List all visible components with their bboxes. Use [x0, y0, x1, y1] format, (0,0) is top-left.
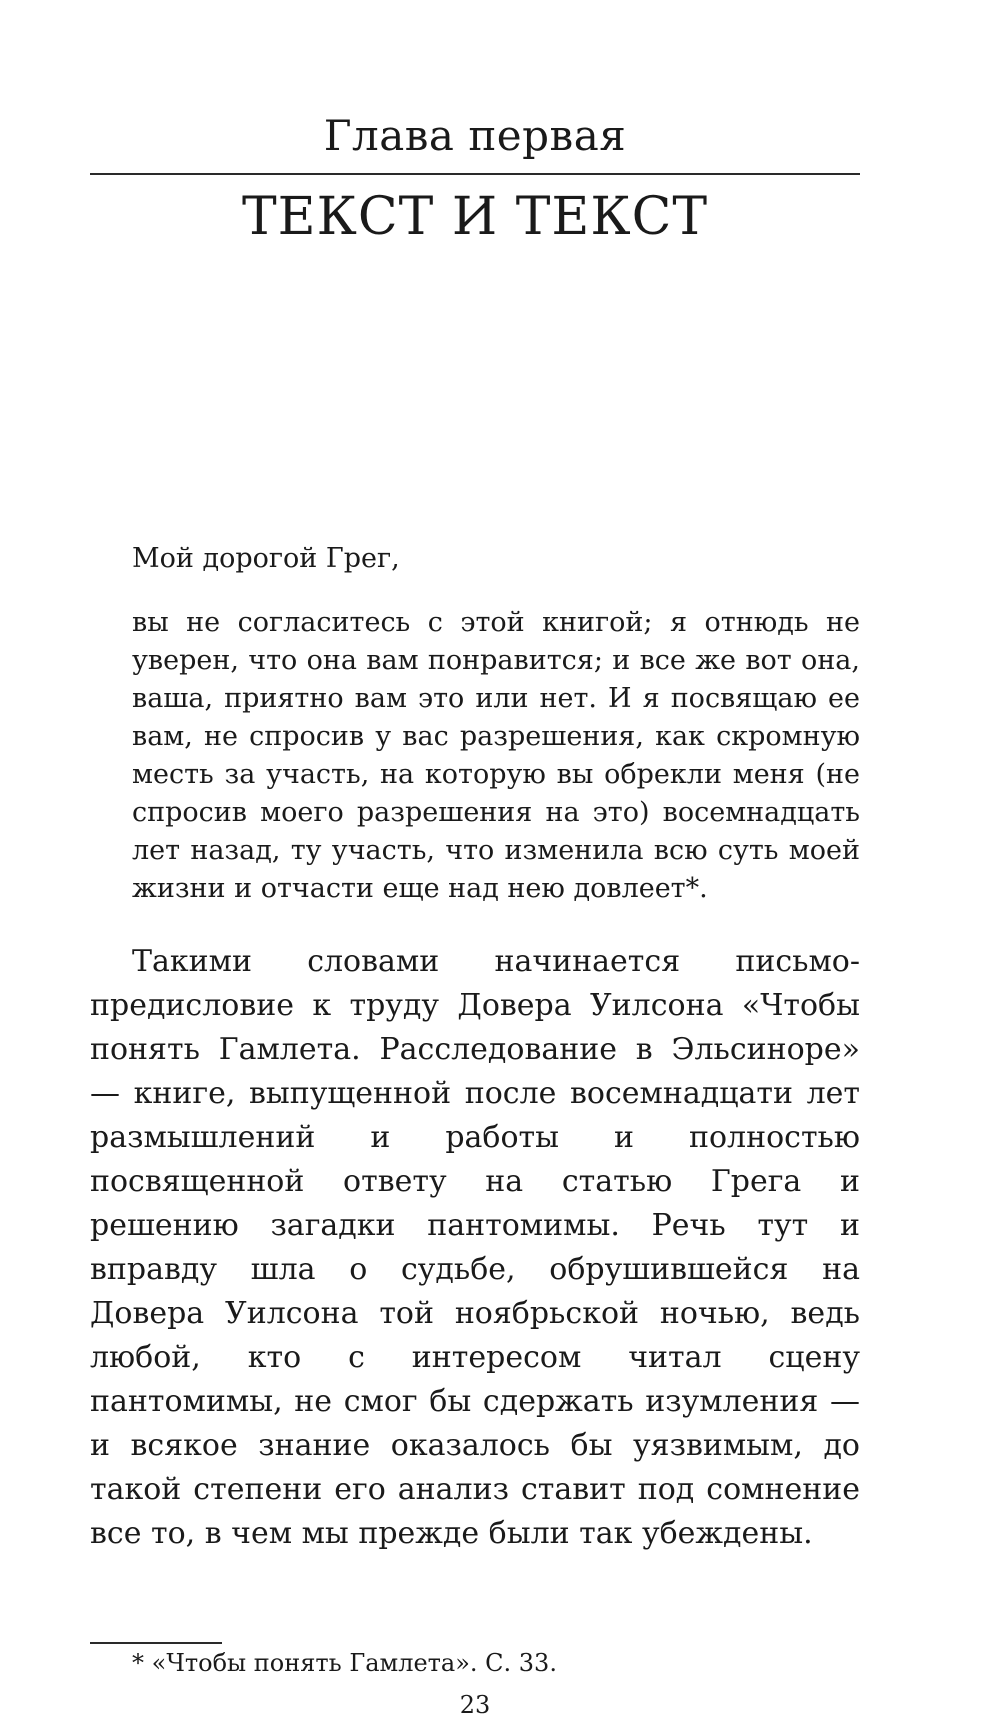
- body-paragraph: Такими словами начинается письмо-предисловие к труду Довера Уилсона «Чтобы понять Гамлета. Расследование в Эльсиноре» — книге, выпущенной после восемнадцати лет размышлений и работы и полностью посвященной ответу на статью Грега и решению загадки пантомимы. Речь тут и вправду шла о судьбе, обрушившейся на Довера Уилсона той ноябрьской ночью, ведь любой, кто с интересом читал сцену пантомимы, не смог бы сдержать изумления — и всякое знание оказалось бы уязвимым, до такой степени его анализ ставит под сомнение все то, в чем мы прежде были так убеждены.: [90, 944, 860, 1551]
- epigraph-letter: [132, 540, 860, 908]
- page-number: 23: [459, 1691, 491, 1719]
- chapter-label: Глава первая: [323, 111, 627, 160]
- chapter-divider: [90, 173, 860, 175]
- footnote: * «Чтобы понять Гамлета». С. 33.: [132, 1649, 557, 1677]
- letter-salutation: Мой дорогой Грег,: [132, 543, 400, 574]
- footnote-divider: [90, 1642, 222, 1644]
- letter-body: вы не согласитесь с этой книгой; я отнюдь не уверен, что она вам понравится; и все же вот она, ваша, приятно вам это или нет. И я посвящаю ее вам, не спросив у вас разрешения, как скромную месть за участь, на которую вы обрекли меня (не спросив моего разрешения на это) восемнадцать лет назад, ту участь, что изменила всю суть моей жизни и отчасти еще над нею довлеет*.: [132, 607, 860, 904]
- chapter-title: ТЕКСТ И ТЕКСТ: [241, 187, 709, 247]
